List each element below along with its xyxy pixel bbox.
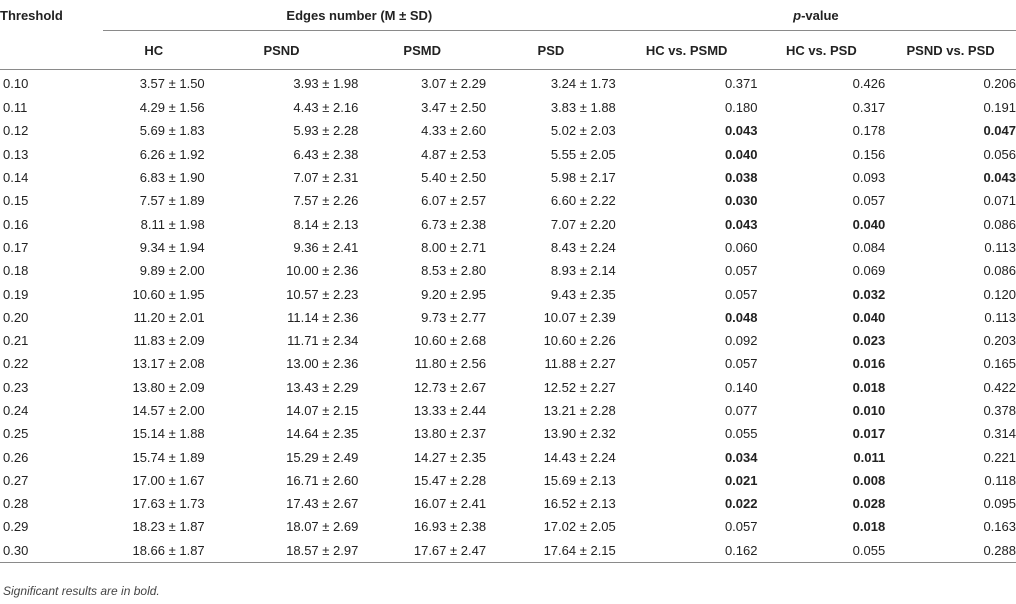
cell-p-hc-vs-psd: 0.040 <box>852 309 886 325</box>
cell-psd: 5.55 ± 2.05 <box>550 146 616 162</box>
cell-threshold: 0.10 <box>0 70 103 97</box>
cell-p-psnd-vs-psd: 0.314 <box>983 426 1016 442</box>
cell-p-hc-vs-psmd: 0.162 <box>616 539 758 563</box>
cell-p-hc-vs-psmd: 0.140 <box>724 379 758 395</box>
cell-p-psnd-vs-psd: 0.071 <box>983 193 1016 209</box>
cell-p-hc-vs-psd: 0.317 <box>852 100 886 116</box>
header-threshold: Threshold <box>0 8 63 23</box>
header-p-rest: -value <box>801 7 839 23</box>
cell-p-hc-vs-psd: 0.028 <box>852 496 886 512</box>
cell-psd: 5.98 ± 2.17 <box>550 170 616 186</box>
table-row <box>0 259 1016 282</box>
header-col-hc: HC <box>103 31 205 70</box>
cell-threshold: 0.14 <box>3 170 29 186</box>
cell-threshold: 0.11 <box>3 100 28 116</box>
cell-psmd: 15.47 ± 2.28 <box>413 472 487 488</box>
cell-threshold: 0.26 <box>3 449 29 465</box>
cell-p-hc-vs-psmd: 0.040 <box>724 146 758 162</box>
cell-threshold: 0.21 <box>3 333 29 349</box>
cell-psd: 7.07 ± 2.20 <box>550 216 616 232</box>
table-row <box>0 119 1016 142</box>
cell-psmd: 9.73 ± 2.77 <box>421 309 487 325</box>
cell-hc: 3.57 ± 1.50 <box>103 70 205 97</box>
cell-psd: 10.07 ± 2.39 <box>543 309 616 325</box>
cell-threshold: 0.22 <box>3 356 29 372</box>
table-row <box>0 445 1016 468</box>
cell-p-hc-vs-psd: 0.016 <box>852 356 886 372</box>
cell-p-hc-vs-psd: 0.084 <box>852 239 886 255</box>
cell-p-psnd-vs-psd: 0.422 <box>983 379 1016 395</box>
cell-p-hc-vs-psmd: 0.055 <box>724 426 758 442</box>
cell-psmd: 4.33 ± 2.60 <box>421 123 487 139</box>
table-body <box>0 70 1016 563</box>
cell-p-hc-vs-psd: 0.156 <box>852 146 886 162</box>
table-row <box>0 469 1016 492</box>
cell-psmd: 3.07 ± 2.29 <box>358 70 486 97</box>
table-row <box>0 70 1016 97</box>
cell-psd: 10.60 ± 2.26 <box>543 333 616 349</box>
cell-psd: 14.43 ± 2.24 <box>543 449 616 465</box>
table-row <box>0 166 1016 189</box>
cell-p-psnd-vs-psd: 0.288 <box>885 539 1016 563</box>
header-col-hc-vs-psmd: HC vs. PSMD <box>616 31 758 70</box>
table-footnote: Significant results are in bold. <box>3 584 160 598</box>
header-col-psnd-vs-psd: PSND vs. PSD <box>885 31 1016 70</box>
cell-psnd: 13.43 ± 2.29 <box>286 379 359 395</box>
cell-p-psnd-vs-psd: 0.221 <box>983 449 1016 465</box>
header-p-italic: p <box>793 7 802 23</box>
cell-p-hc-vs-psmd: 0.060 <box>724 239 758 255</box>
cell-threshold: 0.17 <box>3 239 29 255</box>
cell-p-psnd-vs-psd: 0.086 <box>983 263 1016 279</box>
header-col-hc-vs-psd: HC vs. PSD <box>757 31 885 70</box>
cell-psmd: 13.80 ± 2.37 <box>413 426 487 442</box>
cell-psd: 17.02 ± 2.05 <box>543 519 616 535</box>
cell-hc: 17.00 ± 1.67 <box>132 472 205 488</box>
cell-p-hc-vs-psd: 0.093 <box>852 170 886 186</box>
cell-p-psnd-vs-psd: 0.203 <box>983 333 1016 349</box>
cell-psd: 13.90 ± 2.32 <box>543 426 616 442</box>
cell-psmd: 3.47 ± 2.50 <box>421 100 487 116</box>
cell-p-hc-vs-psmd: 0.043 <box>724 216 758 232</box>
cell-psnd: 13.00 ± 2.36 <box>286 356 359 372</box>
cell-p-psnd-vs-psd: 0.113 <box>984 239 1016 255</box>
cell-p-hc-vs-psd: 0.055 <box>757 539 885 563</box>
cell-p-hc-vs-psmd: 0.371 <box>616 70 758 97</box>
cell-psnd: 16.71 ± 2.60 <box>286 472 359 488</box>
table-row <box>0 492 1016 515</box>
cell-p-psnd-vs-psd: 0.191 <box>983 100 1016 116</box>
cell-psmd: 12.73 ± 2.67 <box>413 379 487 395</box>
cell-threshold: 0.19 <box>3 286 29 302</box>
table-row <box>0 399 1016 422</box>
cell-psmd: 16.93 ± 2.38 <box>413 519 487 535</box>
cell-hc: 8.11 ± 1.98 <box>140 216 205 232</box>
cell-hc: 9.89 ± 2.00 <box>139 263 205 279</box>
table-row <box>0 329 1016 352</box>
table-row <box>0 236 1016 259</box>
table-row <box>0 376 1016 399</box>
cell-psnd: 5.93 ± 2.28 <box>293 123 359 139</box>
cell-p-psnd-vs-psd: 0.043 <box>983 170 1016 186</box>
cell-p-hc-vs-psd: 0.426 <box>757 70 885 97</box>
table-row <box>0 189 1016 212</box>
cell-psnd: 18.57 ± 2.97 <box>205 539 359 563</box>
table-row <box>0 306 1016 329</box>
cell-hc: 6.83 ± 1.90 <box>139 170 205 186</box>
cell-psmd: 8.53 ± 2.80 <box>421 263 487 279</box>
cell-psmd: 5.40 ± 2.50 <box>421 170 487 186</box>
cell-psd: 9.43 ± 2.35 <box>550 286 616 302</box>
cell-hc: 9.34 ± 1.94 <box>139 239 205 255</box>
cell-p-psnd-vs-psd: 0.206 <box>885 70 1016 97</box>
cell-p-psnd-vs-psd: 0.095 <box>983 496 1016 512</box>
cell-psd: 6.60 ± 2.22 <box>550 193 616 209</box>
cell-hc: 11.83 ± 2.09 <box>133 333 205 349</box>
cell-p-psnd-vs-psd: 0.047 <box>983 123 1016 139</box>
cell-p-psnd-vs-psd: 0.086 <box>983 216 1016 232</box>
cell-p-psnd-vs-psd: 0.056 <box>983 146 1016 162</box>
cell-p-hc-vs-psmd: 0.180 <box>724 100 758 116</box>
cell-psd: 16.52 ± 2.13 <box>543 496 616 512</box>
cell-p-hc-vs-psd: 0.018 <box>852 379 886 395</box>
cell-p-hc-vs-psmd: 0.057 <box>724 263 758 279</box>
cell-psnd: 6.43 ± 2.38 <box>293 146 359 162</box>
cell-hc: 18.66 ± 1.87 <box>103 539 205 563</box>
cell-p-hc-vs-psd: 0.032 <box>852 286 886 302</box>
cell-psd: 13.21 ± 2.28 <box>543 403 616 418</box>
cell-threshold: 0.24 <box>3 403 29 418</box>
cell-threshold: 0.28 <box>3 496 29 512</box>
cell-threshold: 0.12 <box>3 123 29 139</box>
cell-p-psnd-vs-psd: 0.165 <box>983 356 1016 372</box>
cell-psd: 8.43 ± 2.24 <box>550 239 616 255</box>
cell-p-psnd-vs-psd: 0.163 <box>983 519 1016 535</box>
cell-hc: 13.80 ± 2.09 <box>132 379 205 395</box>
cell-psd: 8.93 ± 2.14 <box>550 263 616 279</box>
cell-psnd: 18.07 ± 2.69 <box>286 519 359 535</box>
cell-hc: 17.63 ± 1.73 <box>132 496 205 512</box>
cell-psnd: 9.36 ± 2.41 <box>293 239 359 255</box>
cell-p-hc-vs-psmd: 0.057 <box>724 356 758 372</box>
cell-p-hc-vs-psmd: 0.022 <box>724 496 758 512</box>
header-edges-group-label: Edges number (M ± SD) <box>286 7 433 23</box>
cell-p-hc-vs-psmd: 0.048 <box>724 309 758 325</box>
cell-hc: 10.60 ± 1.95 <box>132 286 205 302</box>
cell-threshold: 0.25 <box>3 426 29 442</box>
cell-psnd: 15.29 ± 2.49 <box>286 449 359 465</box>
header-col-psd: PSD <box>486 31 616 70</box>
cell-hc: 18.23 ± 1.87 <box>132 519 205 535</box>
cell-p-psnd-vs-psd: 0.113 <box>984 309 1016 325</box>
table-row <box>0 515 1016 538</box>
cell-psnd: 11.14 ± 2.36 <box>287 309 359 325</box>
cell-psnd: 14.64 ± 2.35 <box>286 426 359 442</box>
cell-psmd: 10.60 ± 2.68 <box>413 333 487 349</box>
cell-psnd: 4.43 ± 2.16 <box>293 100 359 116</box>
cell-hc: 14.57 ± 2.00 <box>132 403 205 418</box>
cell-psd: 5.02 ± 2.03 <box>550 123 616 139</box>
table-row <box>0 352 1016 375</box>
cell-psd: 3.83 ± 1.88 <box>550 100 616 116</box>
cell-p-hc-vs-psmd: 0.021 <box>724 472 758 488</box>
cell-psmd: 16.07 ± 2.41 <box>413 496 487 512</box>
cell-p-psnd-vs-psd: 0.378 <box>983 403 1016 418</box>
cell-p-hc-vs-psd: 0.010 <box>852 403 886 418</box>
cell-p-hc-vs-psd: 0.011 <box>853 449 886 465</box>
table-row <box>0 539 1016 563</box>
cell-p-hc-vs-psd: 0.017 <box>852 426 886 442</box>
cell-psmd: 11.80 ± 2.56 <box>414 356 487 372</box>
cell-psd: 11.88 ± 2.27 <box>544 356 616 372</box>
header-edges-group <box>103 0 616 31</box>
cell-psd: 17.64 ± 2.15 <box>486 539 616 563</box>
cell-psnd: 8.14 ± 2.13 <box>293 216 359 232</box>
cell-psmd: 9.20 ± 2.95 <box>421 286 487 302</box>
cell-hc: 15.14 ± 1.88 <box>132 426 205 442</box>
cell-psnd: 3.93 ± 1.98 <box>205 70 359 97</box>
cell-hc: 15.74 ± 1.89 <box>132 449 205 465</box>
cell-p-hc-vs-psd: 0.023 <box>852 333 886 349</box>
cell-psmd: 4.87 ± 2.53 <box>421 146 487 162</box>
cell-p-hc-vs-psd: 0.069 <box>852 263 886 279</box>
cell-psd: 15.69 ± 2.13 <box>543 472 616 488</box>
cell-p-hc-vs-psmd: 0.057 <box>724 519 758 535</box>
cell-p-psnd-vs-psd: 0.118 <box>984 472 1016 488</box>
cell-p-hc-vs-psmd: 0.030 <box>724 193 758 209</box>
cell-p-psnd-vs-psd: 0.120 <box>983 286 1016 302</box>
cell-p-hc-vs-psmd: 0.057 <box>724 286 758 302</box>
cell-p-hc-vs-psmd: 0.092 <box>724 333 758 349</box>
header-col-psnd: PSND <box>205 31 359 70</box>
cell-psmd: 6.07 ± 2.57 <box>421 193 487 209</box>
cell-hc: 4.29 ± 1.56 <box>139 100 205 116</box>
table-row <box>0 96 1016 119</box>
cell-psmd: 13.33 ± 2.44 <box>413 403 487 418</box>
cell-threshold: 0.23 <box>3 379 29 395</box>
cell-p-hc-vs-psd: 0.018 <box>852 519 886 535</box>
cell-p-hc-vs-psd: 0.057 <box>852 193 886 209</box>
cell-psnd: 7.57 ± 2.26 <box>293 193 359 209</box>
cell-p-hc-vs-psmd: 0.043 <box>724 123 758 139</box>
cell-threshold: 0.20 <box>3 309 29 325</box>
cell-p-hc-vs-psmd: 0.034 <box>724 449 758 465</box>
cell-threshold: 0.30 <box>0 539 103 563</box>
cell-psmd: 6.73 ± 2.38 <box>421 216 487 232</box>
cell-threshold: 0.13 <box>3 146 29 162</box>
cell-p-hc-vs-psd: 0.040 <box>852 216 886 232</box>
cell-threshold: 0.16 <box>3 216 29 232</box>
cell-threshold: 0.15 <box>3 193 29 209</box>
cell-threshold: 0.27 <box>3 472 29 488</box>
cell-p-hc-vs-psmd: 0.077 <box>724 403 758 418</box>
cell-psnd: 7.07 ± 2.31 <box>293 170 359 186</box>
table-row <box>0 282 1016 305</box>
cell-psnd: 11.71 ± 2.34 <box>287 333 359 349</box>
cell-psnd: 10.57 ± 2.23 <box>286 286 359 302</box>
cell-hc: 11.20 ± 2.01 <box>133 309 205 325</box>
cell-psd: 12.52 ± 2.27 <box>543 379 616 395</box>
table-row <box>0 422 1016 445</box>
cell-psmd: 17.67 ± 2.47 <box>358 539 486 563</box>
header-col-psmd: PSMD <box>358 31 486 70</box>
table-row <box>0 143 1016 166</box>
cell-psnd: 17.43 ± 2.67 <box>286 496 359 512</box>
cell-psmd: 14.27 ± 2.35 <box>413 449 487 465</box>
cell-hc: 7.57 ± 1.89 <box>139 193 205 209</box>
cell-threshold: 0.18 <box>3 263 29 279</box>
cell-hc: 6.26 ± 1.92 <box>139 146 205 162</box>
cell-p-hc-vs-psd: 0.178 <box>852 123 886 139</box>
cell-psnd: 14.07 ± 2.15 <box>286 403 359 418</box>
table-row <box>0 212 1016 235</box>
cell-psd: 3.24 ± 1.73 <box>486 70 616 97</box>
cell-hc: 13.17 ± 2.08 <box>132 356 205 372</box>
cell-threshold: 0.29 <box>3 519 29 535</box>
cell-psnd: 10.00 ± 2.36 <box>286 263 359 279</box>
cell-hc: 5.69 ± 1.83 <box>139 123 205 139</box>
cell-psmd: 8.00 ± 2.71 <box>421 239 487 255</box>
cell-p-hc-vs-psd: 0.008 <box>852 472 886 488</box>
cell-p-hc-vs-psmd: 0.038 <box>724 170 758 186</box>
header-p-value-group <box>616 0 1016 31</box>
